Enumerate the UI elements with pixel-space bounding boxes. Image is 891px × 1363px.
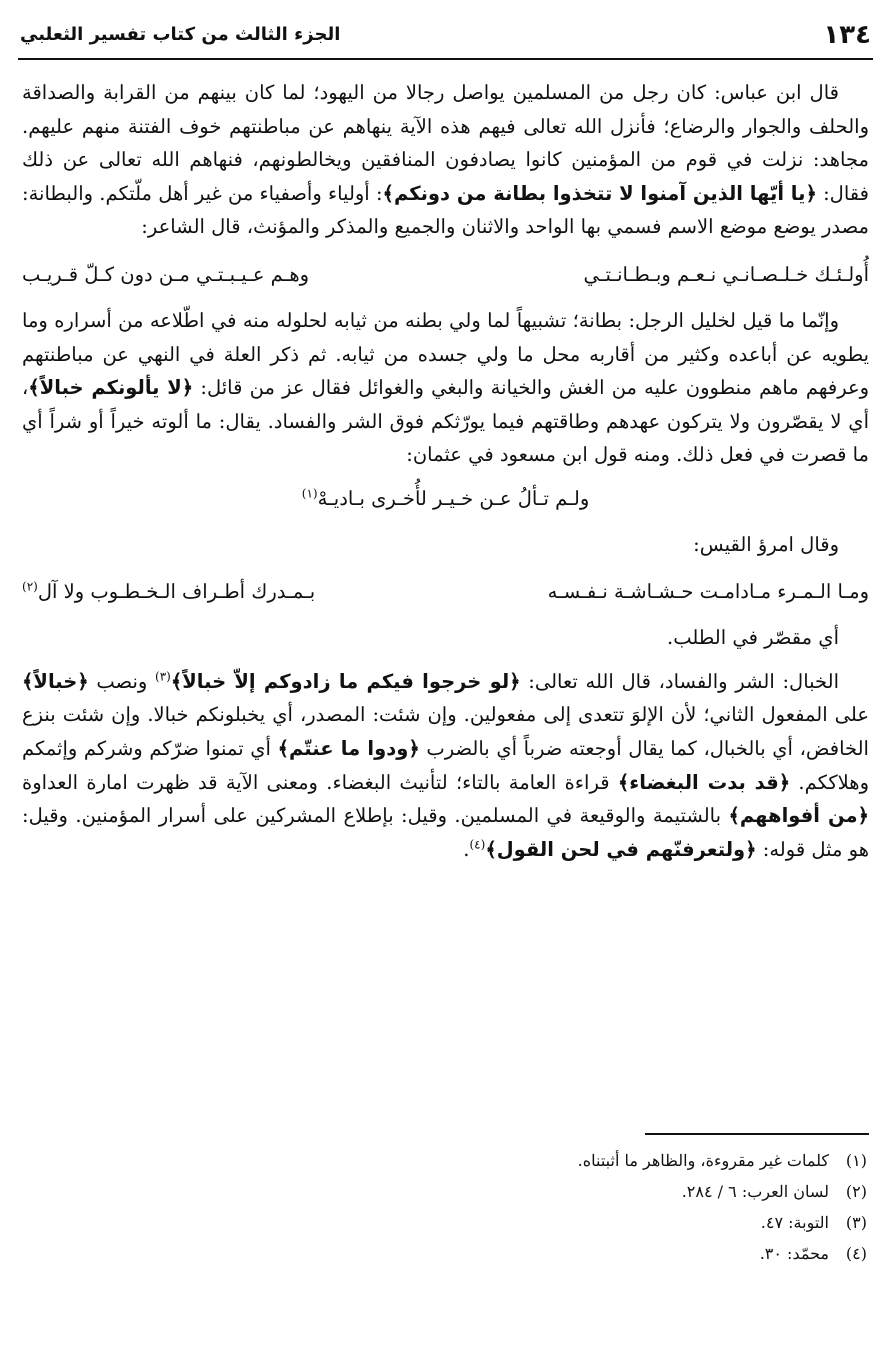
paragraph-text: . — [463, 837, 470, 861]
paragraph-imru-al-qays — [22, 528, 869, 562]
footnote-marker: (٣) — [155, 669, 171, 684]
quran-quote: ﴿ولتعرفنّهم في لحن القول﴾ — [485, 837, 757, 861]
verse-first-hemistich: ومـا الـمـرء مـادامـت حـشـاشـة نـفـسـه — [547, 580, 869, 604]
footnote-marker: (١) — [301, 486, 318, 501]
quran-quote: ﴿قد بدت البغضاء﴾ — [617, 770, 791, 794]
quran-quote: ﴿من أفواههم﴾ — [728, 804, 869, 828]
verse-text: بـمـدرك أطـراف الـخـطـوب ولا آل — [37, 580, 316, 604]
paragraph-text: وإنّما ما قيل لخليل الرجل: بطانة؛ تشبيهاً لما ولي بطنه من ثيابه لحلوله منه في اطّلاعه من أسراره وما يطويه عن أباعده وكثير من أقاربه محل ما ولي جسده من ثيابه. ثم ذكر العلة في النهي عن مباطنتهم وعرفهم ماهم منطوون عليه من الغش والخيانة والبغي والغوائل فقال عز من قائل: — [22, 308, 870, 400]
quran-quote: ﴿يا أيّها الذين آمنوا لا تتخذوا بطانة من دونكم﴾ — [382, 181, 817, 205]
paragraph-ibn-abbas — [22, 76, 869, 244]
verse-text: ولـم تـألُ عـن خـيـر لأُخـرى بـاديـهْ — [317, 486, 590, 510]
running-title: الجزء الثالث من كتاب تفسير الثعلبي — [20, 24, 341, 45]
paragraph-bitana — [22, 304, 869, 472]
paragraph-explanation — [22, 621, 869, 655]
footnote-item — [24, 1176, 867, 1207]
footnote-number: (٢) — [845, 1182, 867, 1201]
quran-quote: ﴿لو خرجوا فيكم ما زادوكم إلاّ خبالاً﴾ — [170, 669, 521, 693]
footnote-marker: (٢) — [22, 579, 38, 594]
footnote-item — [24, 1145, 867, 1176]
paragraph-text: أي مقصّر في الطلب. — [667, 626, 839, 650]
page-number: ١٣٤ — [823, 20, 871, 50]
footnotes — [24, 1145, 867, 1269]
poetry-verse — [22, 482, 869, 516]
footnote-text: لسان العرب: ٦ / ٢٨٤. — [681, 1182, 829, 1201]
paragraph-text: : أولياء وأصفياء من غير أهل ملّتكم. والبطانة: مصدر يوضع موضع الاسم فسمي بها الواحد والاثنان والجميع والمذكر والمؤنث، قال الشاعر: — [22, 181, 869, 239]
footnote-text: التوبة: ٤٧. — [760, 1213, 829, 1232]
running-header — [20, 14, 871, 52]
quran-quote: ﴿ودوا ما عنتّم﴾ — [277, 736, 420, 760]
footnote-text: كلمات غير مقروءة، والظاهر ما أثبتناه. — [577, 1151, 829, 1170]
quran-quote: ﴿خبالاً﴾ — [22, 669, 89, 693]
verse-second-hemistich — [22, 575, 315, 609]
paragraph-text: أي تمنوا ضرّكم وشركم وإثمكم وهلاككم. — [22, 736, 869, 794]
paragraph-text: قراءة العامة بالتاء؛ لتأنيث البغضاء. ومعنى الآية قد ظهرت امارة العداوة — [22, 770, 618, 794]
paragraph-text: قال ابن عباس: كان رجل من المسلمين يواصل رجالا من اليهود؛ لما كان بينهم من القرابة والصداقة والحلف والجوار والرضاع؛ فأنزل الله تعالى فيهم هذه الآية ينهاهم عن مباطنتهم خوف الفتنة منهم عليهم. مجاهد: نزلت في قوم من المؤمنين كانوا يصادفون المنافقين ويخالطونهم، فنهاهم الله تعالى عن ذلك فقال: — [22, 81, 869, 205]
poetry-verse — [22, 575, 869, 609]
paragraph-text: الخبال: الشر والفساد، قال الله تعالى: — [520, 669, 839, 693]
header-divider — [18, 58, 873, 60]
verse-second-hemistich: وهـم عـيـبـتـي مـن دون كـلّ قـريـب — [22, 262, 310, 286]
quran-quote: ﴿لا يألونكم خبالاً﴾ — [28, 376, 194, 400]
main-text — [22, 76, 869, 866]
footnote-marker: (٤) — [469, 837, 486, 852]
poetry-verse — [22, 258, 869, 292]
footnote-number: (٤) — [845, 1244, 867, 1263]
footnote-text: محمّد: ٣٠. — [759, 1244, 829, 1263]
paragraph-text: ، أي لا يقصّرون ولا يتركون عهدهم وطاقتهم فيما يورّثكم فوق الشر والفساد. يقال: ما ألوته خيراً أو شراً أي ما قصرت في فعل ذلك. ومنه قول ابن مسعود في عثمان: — [22, 376, 869, 467]
verse-first-hemistich: أُولـئـك خـلـصـانـي نـعـم وبـطـانـتـي — [583, 262, 869, 286]
footnote-number: (٣) — [845, 1213, 867, 1232]
paragraph-text: وقال امرؤ القيس: — [693, 532, 839, 556]
paragraph-khabal — [22, 665, 869, 867]
paragraph-text: ونصب — [88, 669, 156, 693]
footnote-item — [24, 1238, 867, 1269]
footnote-item — [24, 1207, 867, 1238]
paragraph-text: بالشتيمة والوقيعة في المسلمين. وقيل: بإطلاع المشركين على أسرار المؤمنين. وقيل: هو مثل قوله: — [22, 804, 869, 861]
footnote-number: (١) — [845, 1151, 867, 1170]
footnote-divider — [645, 1133, 869, 1135]
paragraph-text: على المفعول الثاني؛ لأن الإلوَ تتعدى إلى مفعولين. وإن شئت: المصدر، أي يخبلونكم خبالا. وإن شئت بنزع الخافض، أي بالخبال، كما يقال أوجعته ضرباً أي بالضرب — [22, 703, 869, 760]
